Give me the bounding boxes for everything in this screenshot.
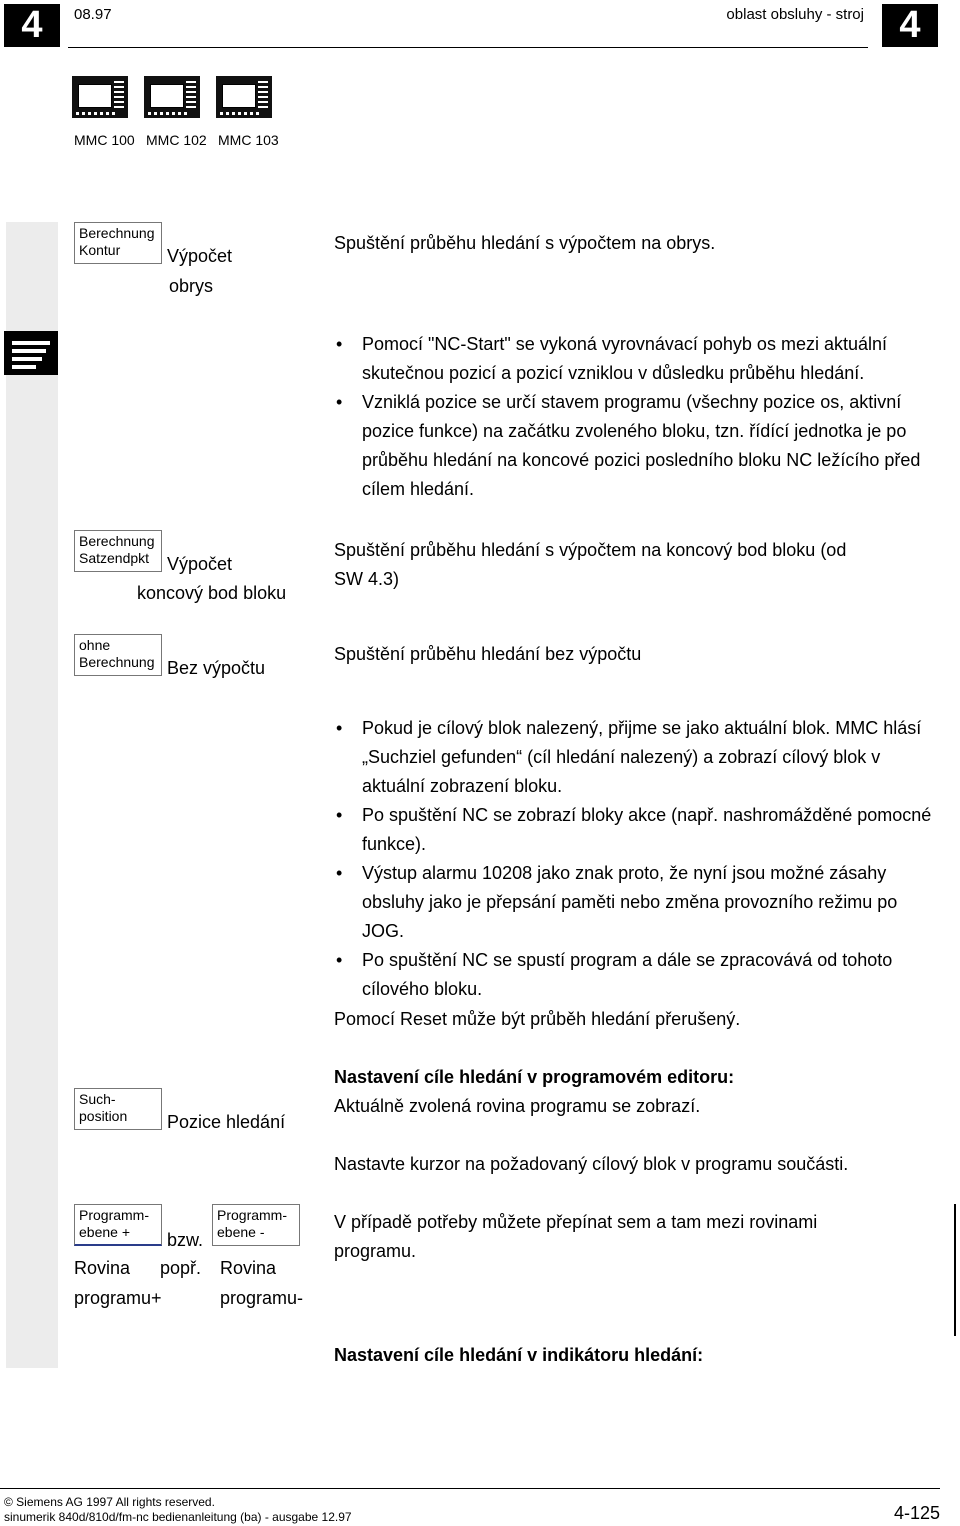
editor-text: Nastavte kurzor na požadovaný cílový blok v programu součásti. [334, 1154, 849, 1174]
mmc-operator-panel-icon [216, 76, 272, 118]
softkey-caption: obrys [169, 276, 214, 296]
footer-document: sinumerik 840d/810d/fm-nc bedienanleitung (ba) - ausgabe 12.97 [4, 1510, 352, 1524]
mmc-label: MMC 102 [146, 132, 207, 148]
softkey-programmebene-plus[interactable] [74, 1204, 162, 1246]
program-level-text: V případě potřeby můžete přepínat sem a tam mezi rovinami [334, 1212, 818, 1232]
mmc-label: MMC 100 [74, 132, 135, 148]
softkey-line: ohne [79, 637, 111, 653]
footer-rule [0, 1488, 940, 1489]
softkey-caption: programu+ [74, 1288, 162, 1308]
softkey-berechnung-kontur[interactable] [74, 222, 162, 264]
chapter-number-left: 4 [4, 4, 60, 47]
softkey-caption: Rovina [74, 1258, 131, 1278]
header-section: oblast obsluhy - stroj [726, 6, 864, 23]
endpoint-description-line: Spuštění průběhu hledání s výpočtem na koncový bod bloku (od [334, 540, 847, 560]
note-bullet-list [334, 330, 944, 504]
softkey-separator: bzw. [167, 1230, 204, 1250]
editor-text: Aktuálně zvolená rovina programu se zobrazí. [334, 1096, 701, 1116]
list-item: • Pomocí "NC-Start" se vykoná vyrovnávací pohyb os mezi aktuální skutečnou pozicí a pozicí vzniklou v důsledku průběhu hledání. [334, 330, 944, 388]
softkey-caption: Rovina [220, 1258, 277, 1278]
footer-copyright: © Siemens AG 1997 All rights reserved. [4, 1495, 215, 1509]
reset-note: Pomocí Reset může být průběh hledání přerušený. [334, 1009, 741, 1029]
header-date: 08.97 [74, 6, 112, 23]
indicator-heading: Nastavení cíle hledání v indikátoru hledání: [334, 1345, 704, 1365]
softkey-line: Such- [79, 1091, 116, 1107]
softkey-line: ebene + [79, 1224, 130, 1240]
result-bullet-list [334, 714, 944, 1004]
softkey-caption: Bez výpočtu [167, 658, 266, 678]
mmc-operator-panel-icon [72, 76, 128, 118]
softkey-suchposition[interactable] [74, 1088, 162, 1130]
softkey-ohne-berechnung[interactable] [74, 634, 162, 676]
softkey-caption: koncový bod bloku [137, 583, 287, 603]
softkey-line: Berechnung [79, 225, 155, 241]
softkey-line: Programm- [79, 1207, 150, 1223]
softkey-caption: Pozice hledání [167, 1112, 286, 1132]
softkey-caption: programu- [220, 1288, 304, 1308]
softkey-line: Berechnung [79, 654, 155, 670]
page-number: 4-125 [893, 1503, 940, 1523]
list-item: • Po spuštění NC se zobrazí bloky akce (např. nashromážděné pomocné funkce). [334, 801, 944, 859]
endpoint-description-line: SW 4.3) [334, 569, 400, 589]
no-calc-description: Spuštění průběhu hledání bez výpočtu [334, 644, 642, 664]
softkey-caption: Výpočet [167, 554, 233, 574]
mmc-operator-panel-icon [144, 76, 200, 118]
softkey-line: position [79, 1108, 128, 1124]
chapter-number-right: 4 [882, 4, 938, 47]
softkey-caption: Výpočet [167, 246, 233, 266]
list-item: • Pokud je cílový blok nalezený, přijme se jako aktuální blok. MMC hlásí „Suchziel gefunden“ (cíl hledání nalezený) a zobrazí cílový blok v aktuální zobrazení bloku. [334, 714, 944, 801]
softkey-line: Kontur [79, 242, 121, 258]
list-item: • Výstup alarmu 10208 jako znak proto, že nyní jsou možné zásahy obsluhy jako je přepsání paměti nebo změna provozního režimu po JOG. [334, 859, 944, 946]
margin-sidebar [6, 222, 58, 1368]
mmc-label: MMC 103 [218, 132, 279, 148]
editor-heading: Nastavení cíle hledání v programovém editoru: [334, 1067, 735, 1087]
contour-description: Spuštění průběhu hledání s výpočtem na obrys. [334, 233, 716, 253]
softkey-line: ebene - [217, 1224, 265, 1240]
softkey-line: Berechnung [79, 533, 155, 549]
header-rule [68, 47, 868, 48]
softkey-berechnung-satzendpkt[interactable] [74, 530, 162, 572]
change-bar [954, 1204, 956, 1336]
list-item: • Vzniklá pozice se určí stavem programu (všechny pozice os, aktivní pozice funkce) na začátku zvoleného bloku, tzn. řídící jednotka je po průběhu hledání na koncové pozici posledního bloku NC ležícího před cílem hledání. [334, 388, 944, 504]
pointing-hand-icon [4, 331, 58, 375]
softkey-programmebene-minus[interactable] [212, 1204, 300, 1246]
softkey-line: Programm- [217, 1207, 288, 1223]
softkey-separator: popř. [160, 1258, 202, 1278]
softkey-line: Satzendpkt [79, 550, 150, 566]
list-item: • Po spuštění NC se spustí program a dále se zpracovává od tohoto cílového bloku. [334, 946, 944, 1004]
program-level-text: programu. [334, 1241, 417, 1261]
